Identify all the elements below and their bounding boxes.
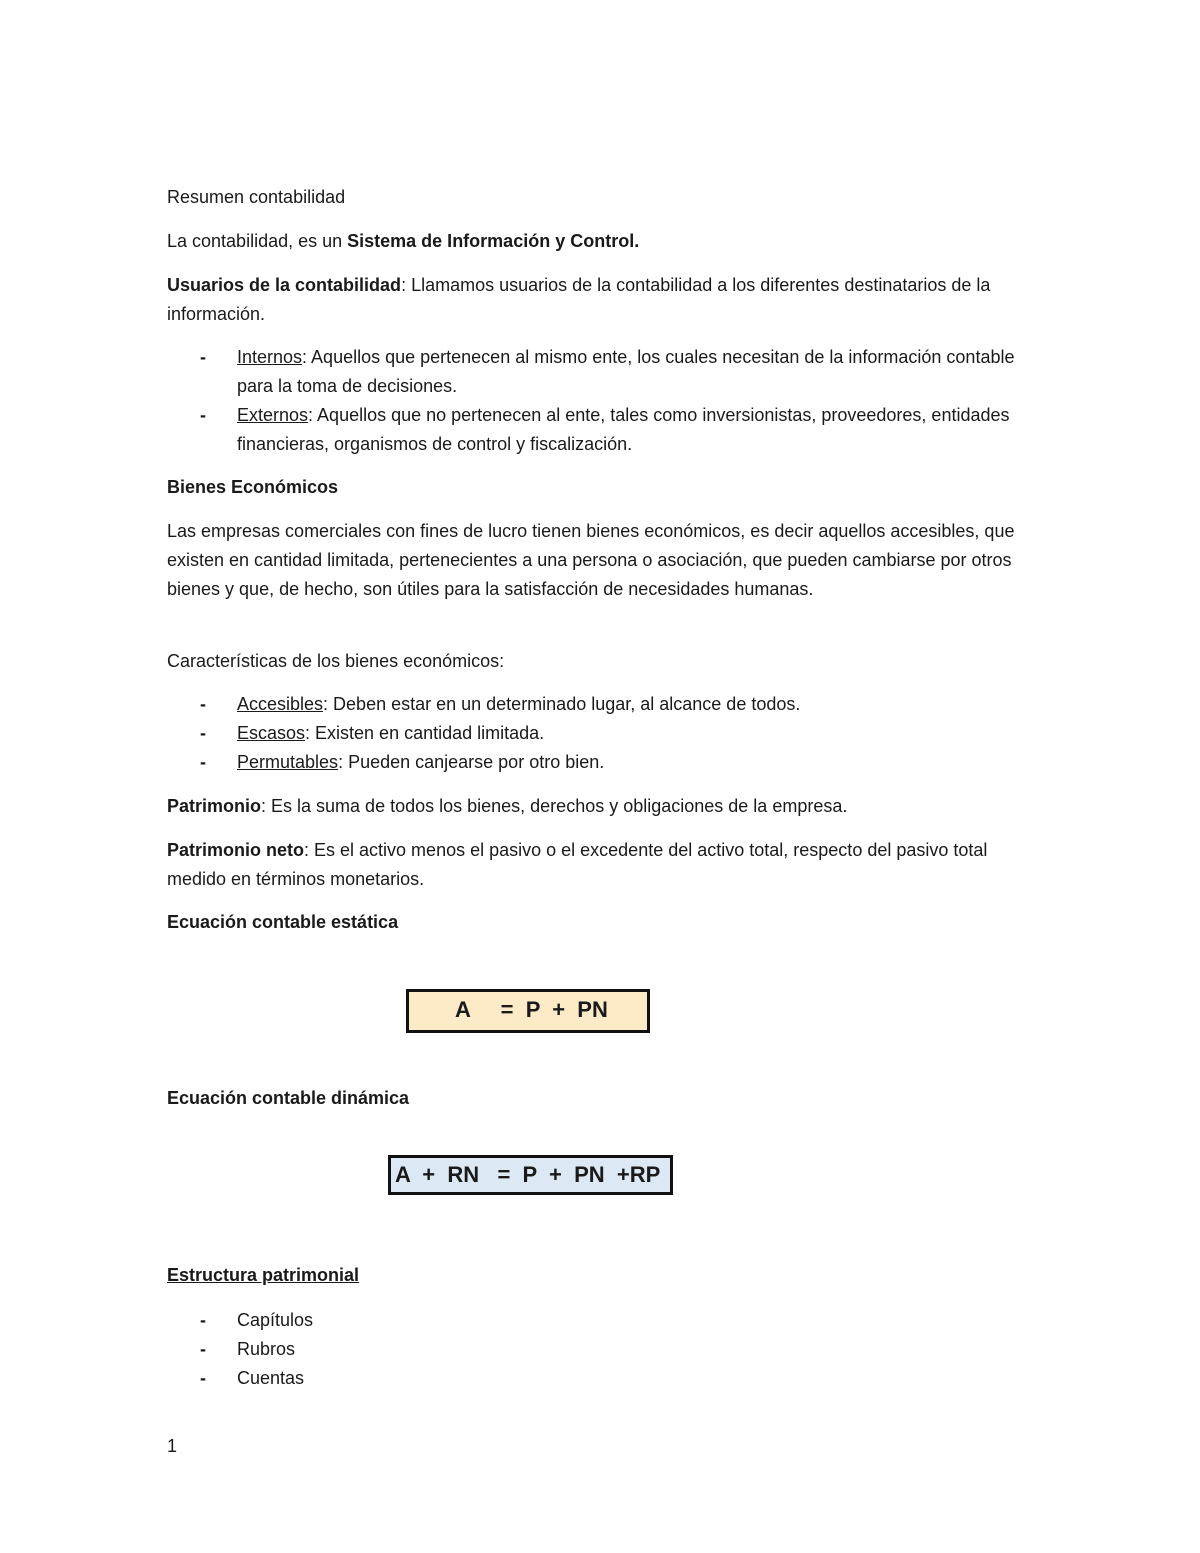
patrimonio-label: Patrimonio [167,796,262,816]
term-text: : Pueden canjearse por otro bien. [338,752,605,772]
page-number: 1 [167,1436,178,1456]
term: Externos [237,405,309,425]
intro-bold: Sistema de Información y Control. [347,231,640,251]
caracteristicas-title: Características de los bienes económicos: [167,651,505,671]
list-item [200,748,1020,777]
ecuacion-dinamica-formula: A + RN = P + PN +RP [388,1155,673,1195]
term: Escasos [237,723,306,743]
usuarios-label: Usuarios de la contabilidad [167,275,402,295]
dash-bullet: - [200,347,206,367]
patrimonio-neto-text: : Es el activo menos el pasivo o el excedente del activo total, respecto del pasivo total medido en términos monetarios. [167,840,988,889]
list-item [200,401,1020,459]
ecuacion-estatica-formula: A = P + PN [406,989,650,1033]
term-text: : Deben estar en un determinado lugar, al alcance de todos. [323,694,801,714]
usuarios-list [200,343,1020,459]
term-text: : Aquellos que pertenecen al mismo ente, los cuales necesitan de la información contable para la toma de decisiones. [237,347,1015,396]
term: Internos [237,347,303,367]
patrimonio-neto-label: Patrimonio neto [167,840,305,860]
bienes-paragraph: Las empresas comerciales con fines de lucro tienen bienes económicos, es decir aquellos accesibles, que existen en cantidad limitada, pertenecientes a una persona o asociación, que pueden cambiarse por otros bienes y que, de hecho, son útiles para la satisfacción de necesidades humanas. [167,521,1015,599]
estructura-list [200,1306,1020,1393]
term: Permutables [237,752,339,772]
patrimonio-text: : Es la suma de todos los bienes, derechos y obligaciones de la empresa. [261,796,848,816]
dash-bullet: - [200,1310,206,1330]
term: Accesibles [237,694,324,714]
list-item [200,1306,1020,1335]
term-text: : Aquellos que no pertenecen al ente, tales como inversionistas, proveedores, entidades financieras, organismos de control y fiscalización. [237,405,1010,454]
patrimonio-paragraph [167,792,1037,821]
list-item [200,719,1020,748]
list-item [200,1335,1020,1364]
list-item [200,1364,1020,1393]
estructura-heading: Estructura patrimonial [167,1265,360,1285]
list-item-text: Rubros [237,1339,296,1359]
caracteristicas-list [200,690,1020,777]
list-item-text: Capítulos [237,1310,314,1330]
usuarios-paragraph [167,271,1037,329]
intro-prefix: La contabilidad, es un [167,231,348,251]
dash-bullet: - [200,752,206,772]
document-title: Resumen contabilidad [167,187,346,207]
patrimonio-neto-paragraph [167,836,1037,894]
list-item [200,690,1020,719]
ecuacion-estatica-heading: Ecuación contable estática [167,912,399,932]
intro-paragraph [167,227,1037,256]
dash-bullet: - [200,1368,206,1388]
list-item-text: Cuentas [237,1368,305,1388]
dash-bullet: - [200,723,206,743]
dash-bullet: - [200,694,206,714]
list-item [200,343,1020,401]
usuarios-text: : Llamamos usuarios de la contabilidad a los diferentes destinatarios de la información. [167,275,991,324]
term-text: : Existen en cantidad limitada. [305,723,545,743]
dash-bullet: - [200,405,206,425]
dash-bullet: - [200,1339,206,1359]
bienes-heading: Bienes Económicos [167,477,339,497]
ecuacion-dinamica-heading: Ecuación contable dinámica [167,1088,410,1108]
